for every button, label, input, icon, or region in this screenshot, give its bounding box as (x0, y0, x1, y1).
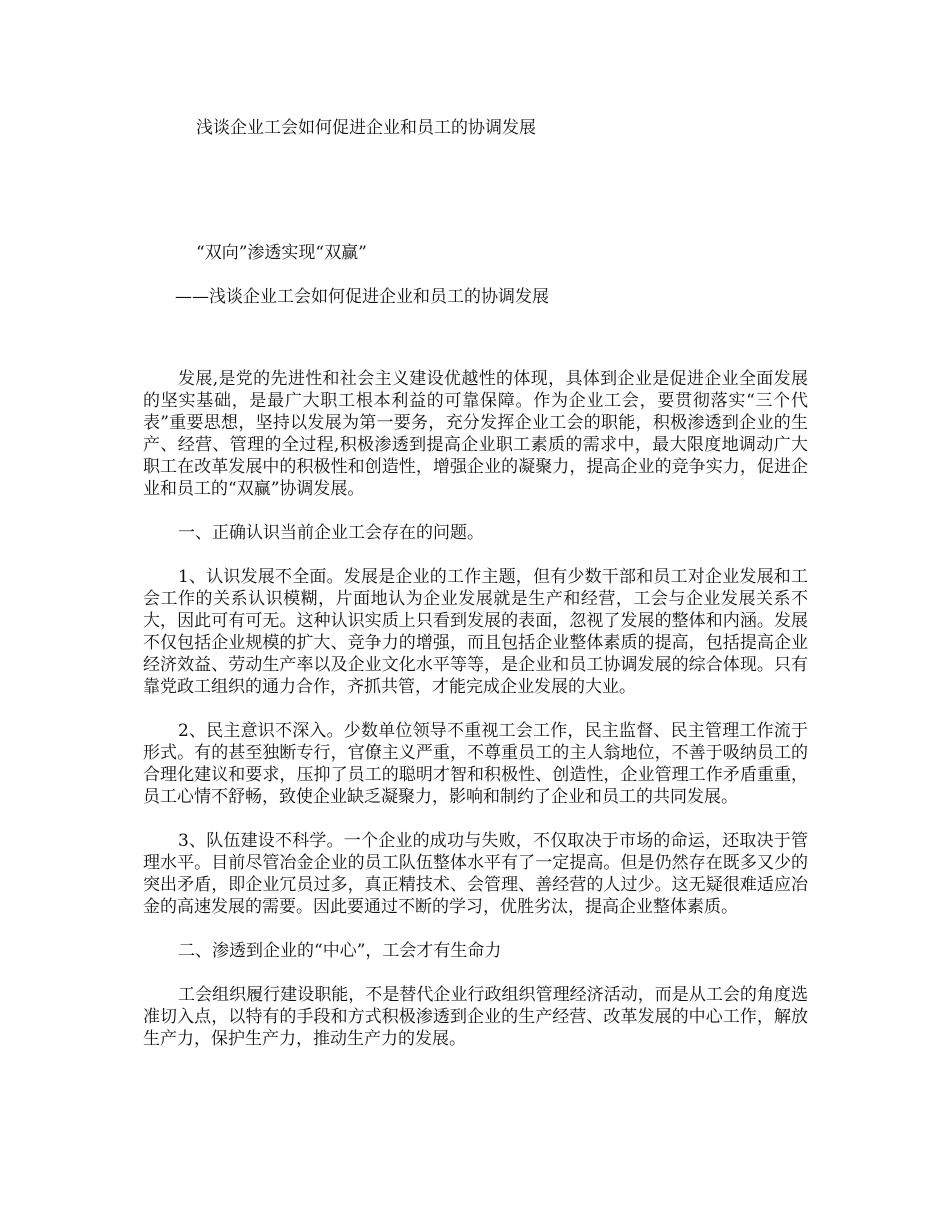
document-title: 浅谈企业工会如何促进企业和员工的协调发展 (196, 118, 536, 138)
article-subtitle: ——浅谈企业工会如何促进企业和员工的协调发展 (175, 287, 549, 307)
paragraph-point-2: 2、民主意识不深入。少数单位领导不重视工会工作，民主监督、民主管理工作流于形式。有的甚至独断专行，官僚主义严重，不尊重员工的主人翁地位，不善于吸纳员工的合理化建议和要求，压抑了员工的聪明才智和积极性、创造性，企业管理工作矛盾重重，员工心情不舒畅，致使企业缺乏凝聚力，影响和制约了企业和员工的共同发展。 (143, 721, 808, 807)
article-body (143, 368, 808, 1072)
section-heading-1: 一、正确认识当前企业工会存在的问题。 (178, 523, 484, 543)
paragraph-section-2: 工会组织履行建设职能，不是替代企业行政组织管理经济活动，而是从工会的角度选准切入点，以特有的手段和方式积极渗透到企业的生产经营、改革发展的中心工作，解放生产力，保护生产力，推动生产力的发展。 (143, 985, 808, 1049)
paragraph-point-3: 3、队伍建设不科学。一个企业的成功与失败，不仅取决于市场的命运，还取决于管理水平。目前尽管冶金企业的员工队伍整体水平有了一定提高。但是仍然存在既多又少的突出矛盾，即企业冗员过多，真正精技术、会管理、善经营的人过少。这无疑很难适应冶金的高速发展的需要。因此要通过不断的学习，优胜劣汰，提高企业整体素质。 (143, 831, 808, 917)
section-heading-2: 二、渗透到企业的“中心”，工会才有生命力 (178, 941, 502, 961)
paragraph-point-1: 1、认识发展不全面。发展是企业的工作主题，但有少数干部和员工对企业发展和工会工作的关系认识模糊，片面地认为企业发展就是生产和经营，工会与企业发展关系不大，因此可有可无。这种认识实质上只看到发展的表面，忽视了发展的整体和内涵。发展不仅包括企业规模的扩大、竞争力的增强，而且包括企业整体素质的提高，包括提高企业经济效益、劳动生产率以及企业文化水平等等，是企业和员工协调发展的综合体现。只有靠党政工组织的通力合作，齐抓共管，才能完成企业发展的大业。 (143, 567, 808, 697)
paragraph-intro: 发展,是党的先进性和社会主义建设优越性的体现，具体到企业是促进企业全面发展的坚实基础，是最广大职工根本利益的可靠保障。作为企业工会，要贯彻落实“三个代表”重要思想，坚持以发展为第一要务，充分发挥企业工会的职能，积极渗透到企业的生产、经营、管理的全过程,积极渗透到提高企业职工素质的需求中，最大限度地调动广大职工在改革发展中的积极性和创造性，增强企业的凝聚力，提高企业的竞争实力，促进企业和员工的“双赢”协调发展。 (143, 369, 808, 499)
article-headline: “双向”渗透实现“双赢” (196, 243, 367, 263)
